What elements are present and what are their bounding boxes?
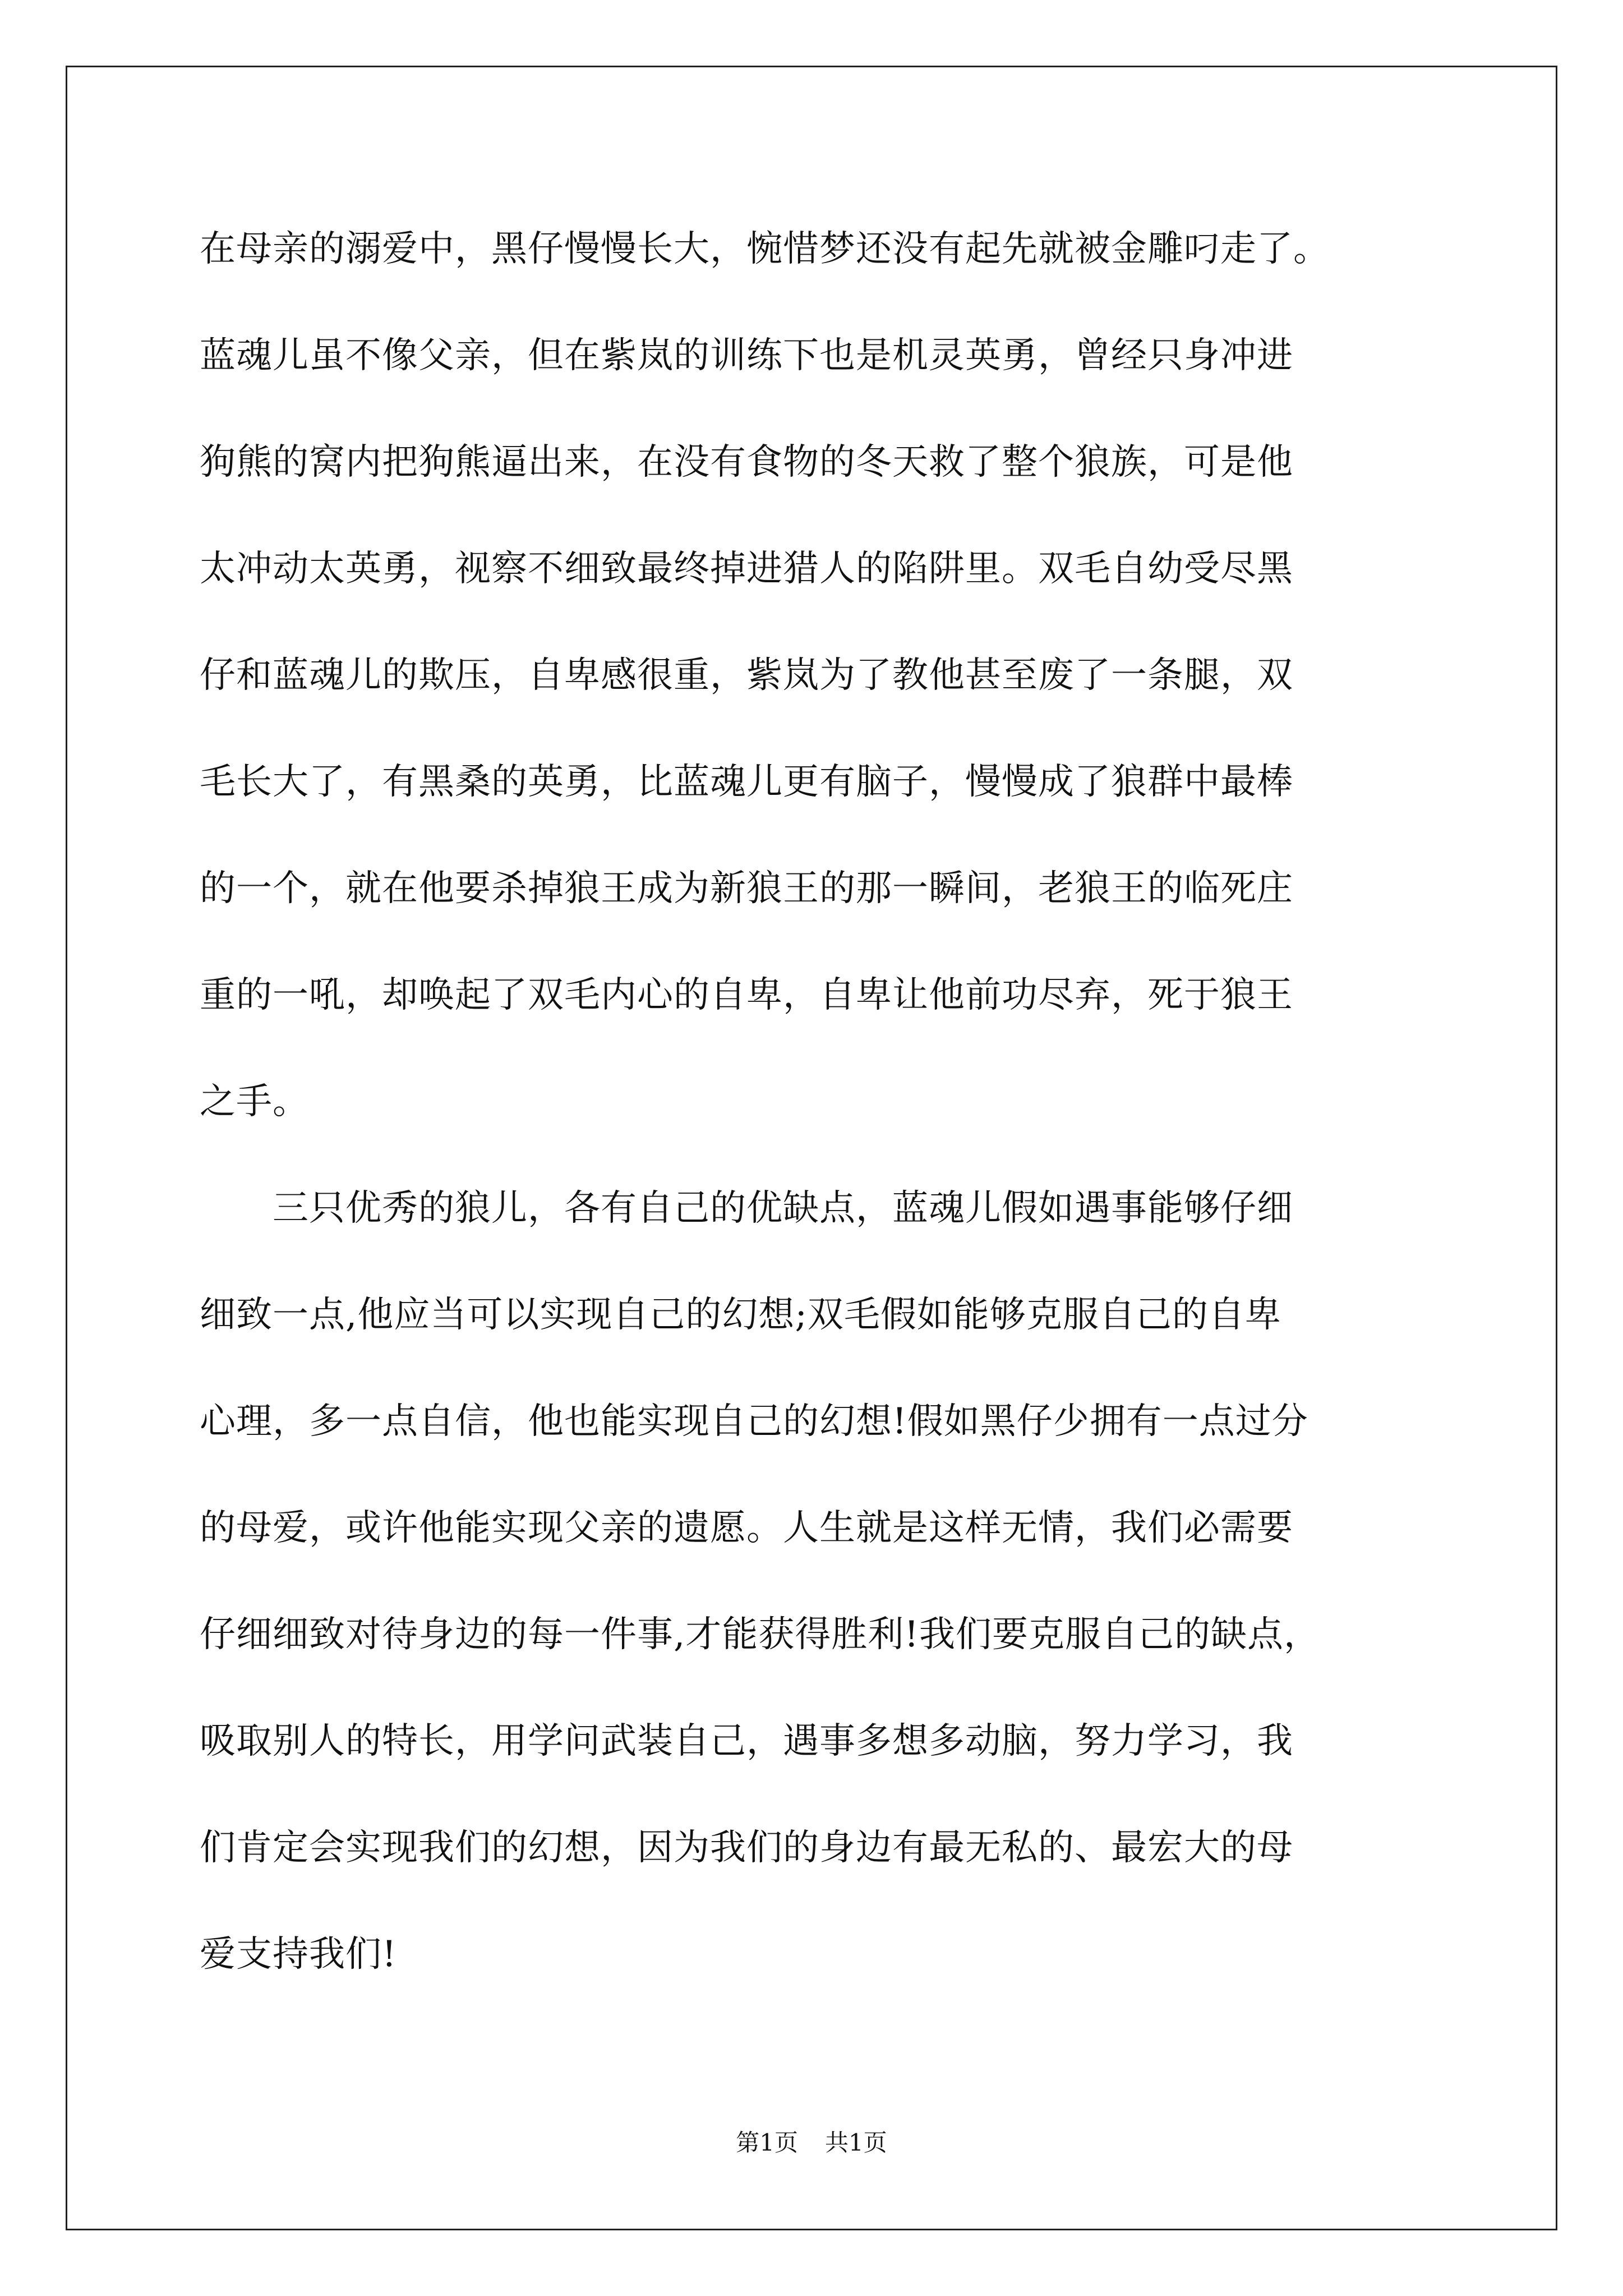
text-line: 蓝魂儿虽不像父亲，但在紫岚的训练下也是机灵英勇，曾经只身冲进 (200, 335, 1293, 376)
text-line: 的一个，就在他要杀掉狼王成为新狼王的那一瞬间，老狼王的临死庄 (200, 868, 1293, 909)
text-line: 细致一点,他应当可以实现自己的幻想;双毛假如能够克服自己的自卑 (200, 1294, 1281, 1336)
text-line: 心理，多一点自信，他也能实现自己的幻想!假如黑仔少拥有一点过分 (200, 1401, 1308, 1442)
text-line: 仔和蓝魂儿的欺压，自卑感很重，紫岚为了教他甚至废了一条腿，双 (200, 655, 1293, 696)
text-line: 毛长大了，有黑桑的英勇，比蓝魂儿更有脑子，慢慢成了狼群中最棒 (200, 761, 1293, 803)
text-line: 吸取别人的特长，用学问武装自己，遇事多想多动脑，努力学习，我 (200, 1720, 1293, 1762)
page-total: 共1页 (825, 2129, 887, 2156)
text-line: 之手。 (200, 1081, 309, 1122)
page-footer (0, 2126, 1623, 2160)
text-line: 仔细细致对待身边的每一件事,才能获得胜利!我们要克服自己的缺点， (200, 1614, 1321, 1655)
text-line: 重的一吼，却唤起了双毛内心的自卑，自卑让他前功尽弃，死于狼王 (200, 974, 1293, 1016)
text-line: 们肯定会实现我们的幻想，因为我们的身边有最无私的、最宏大的母 (200, 1827, 1293, 1869)
paragraph-start-line: 三只优秀的狼儿，各有自己的优缺点，蓝魂儿假如遇事能够仔细 (200, 1188, 1293, 1229)
page-number: 第1页 (736, 2129, 798, 2156)
text-line: 太冲动太英勇，视察不细致最终掉进猎人的陷阱里。双毛自幼受尽黑 (200, 548, 1293, 590)
text-line: 狗熊的窝内把狗熊逼出来，在没有食物的冬天救了整个狼族，可是他 (200, 441, 1293, 483)
text-line: 爱支持我们! (200, 1934, 397, 1975)
text-line: 的母爱，或许他能实现父亲的遗愿。人生就是这样无情，我们必需要 (200, 1507, 1293, 1549)
text-line: 在母亲的溺爱中，黑仔慢慢长大，惋惜梦还没有起先就被金雕叼走了。 (200, 228, 1330, 270)
document-body (200, 214, 1422, 2026)
